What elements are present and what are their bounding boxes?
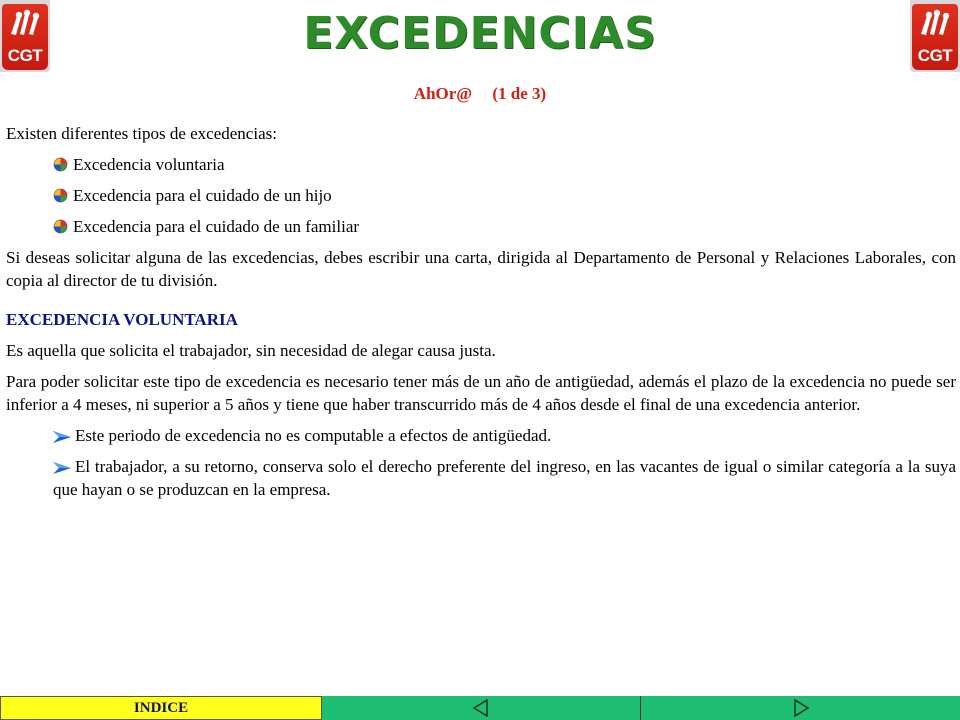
previous-button[interactable] bbox=[322, 696, 641, 720]
logo-text: CGT bbox=[917, 46, 953, 65]
sphere-bullet-icon bbox=[53, 188, 68, 203]
triangle-left-icon bbox=[472, 699, 490, 717]
index-button[interactable]: INDICE bbox=[0, 696, 322, 720]
list-item-label: Excedencia para el cuidado de un familiar bbox=[73, 217, 360, 236]
page-counter: (1 de 3) bbox=[492, 84, 547, 103]
note-item bbox=[53, 455, 956, 501]
next-button[interactable] bbox=[641, 696, 960, 720]
request-paragraph: Si deseas solicitar alguna de las excedencias, debes escribir una carta, dirigida al Departamento de Personal y Relaciones Laborales, con copia al director de tu división. bbox=[6, 248, 956, 290]
requirements-paragraph: Para poder solicitar este tipo de excedencia es necesario tener más de un año de antigüedad, además el plazo de la excedencia no puede ser inferior a 4 meses, ni superior a 5 años y tiene que haber transcurrido más de 4 años desde el final de una excedencia anterior. bbox=[6, 372, 956, 414]
logo-text: CGT bbox=[7, 46, 43, 65]
navigation-bar bbox=[0, 696, 960, 720]
sphere-bullet-icon bbox=[53, 157, 68, 172]
note-text: Este periodo de excedencia no es computable a efectos de antigüedad. bbox=[75, 426, 552, 445]
subtitle-name: AhOr@ bbox=[413, 84, 473, 103]
list-item bbox=[53, 184, 956, 207]
sphere-bullet-icon bbox=[53, 219, 68, 234]
page-subtitle bbox=[0, 84, 960, 104]
intro-text: Existen diferentes tipos de excedencias: bbox=[6, 124, 277, 143]
note-item bbox=[53, 424, 956, 447]
main-content bbox=[6, 122, 956, 509]
arrow-bullet-icon bbox=[53, 431, 71, 443]
note-text: El trabajador, a su retorno, conserva solo el derecho preferente del ingreso, en las vacantes de igual o similar categoría a la suya que hayan o se produzcan en la empresa. bbox=[53, 457, 956, 499]
page-title: EXCEDENCIAS bbox=[303, 8, 657, 59]
list-item bbox=[53, 153, 956, 176]
section-heading: EXCEDENCIA VOLUNTARIA bbox=[6, 310, 238, 329]
definition-paragraph: Es aquella que solicita el trabajador, sin necesidad de alegar causa justa. bbox=[6, 341, 496, 360]
triangle-right-icon bbox=[792, 699, 810, 717]
list-item-label: Excedencia voluntaria bbox=[73, 155, 225, 174]
arrow-bullet-icon bbox=[53, 462, 71, 474]
list-item bbox=[53, 215, 956, 238]
list-item-label: Excedencia para el cuidado de un hijo bbox=[73, 186, 332, 205]
